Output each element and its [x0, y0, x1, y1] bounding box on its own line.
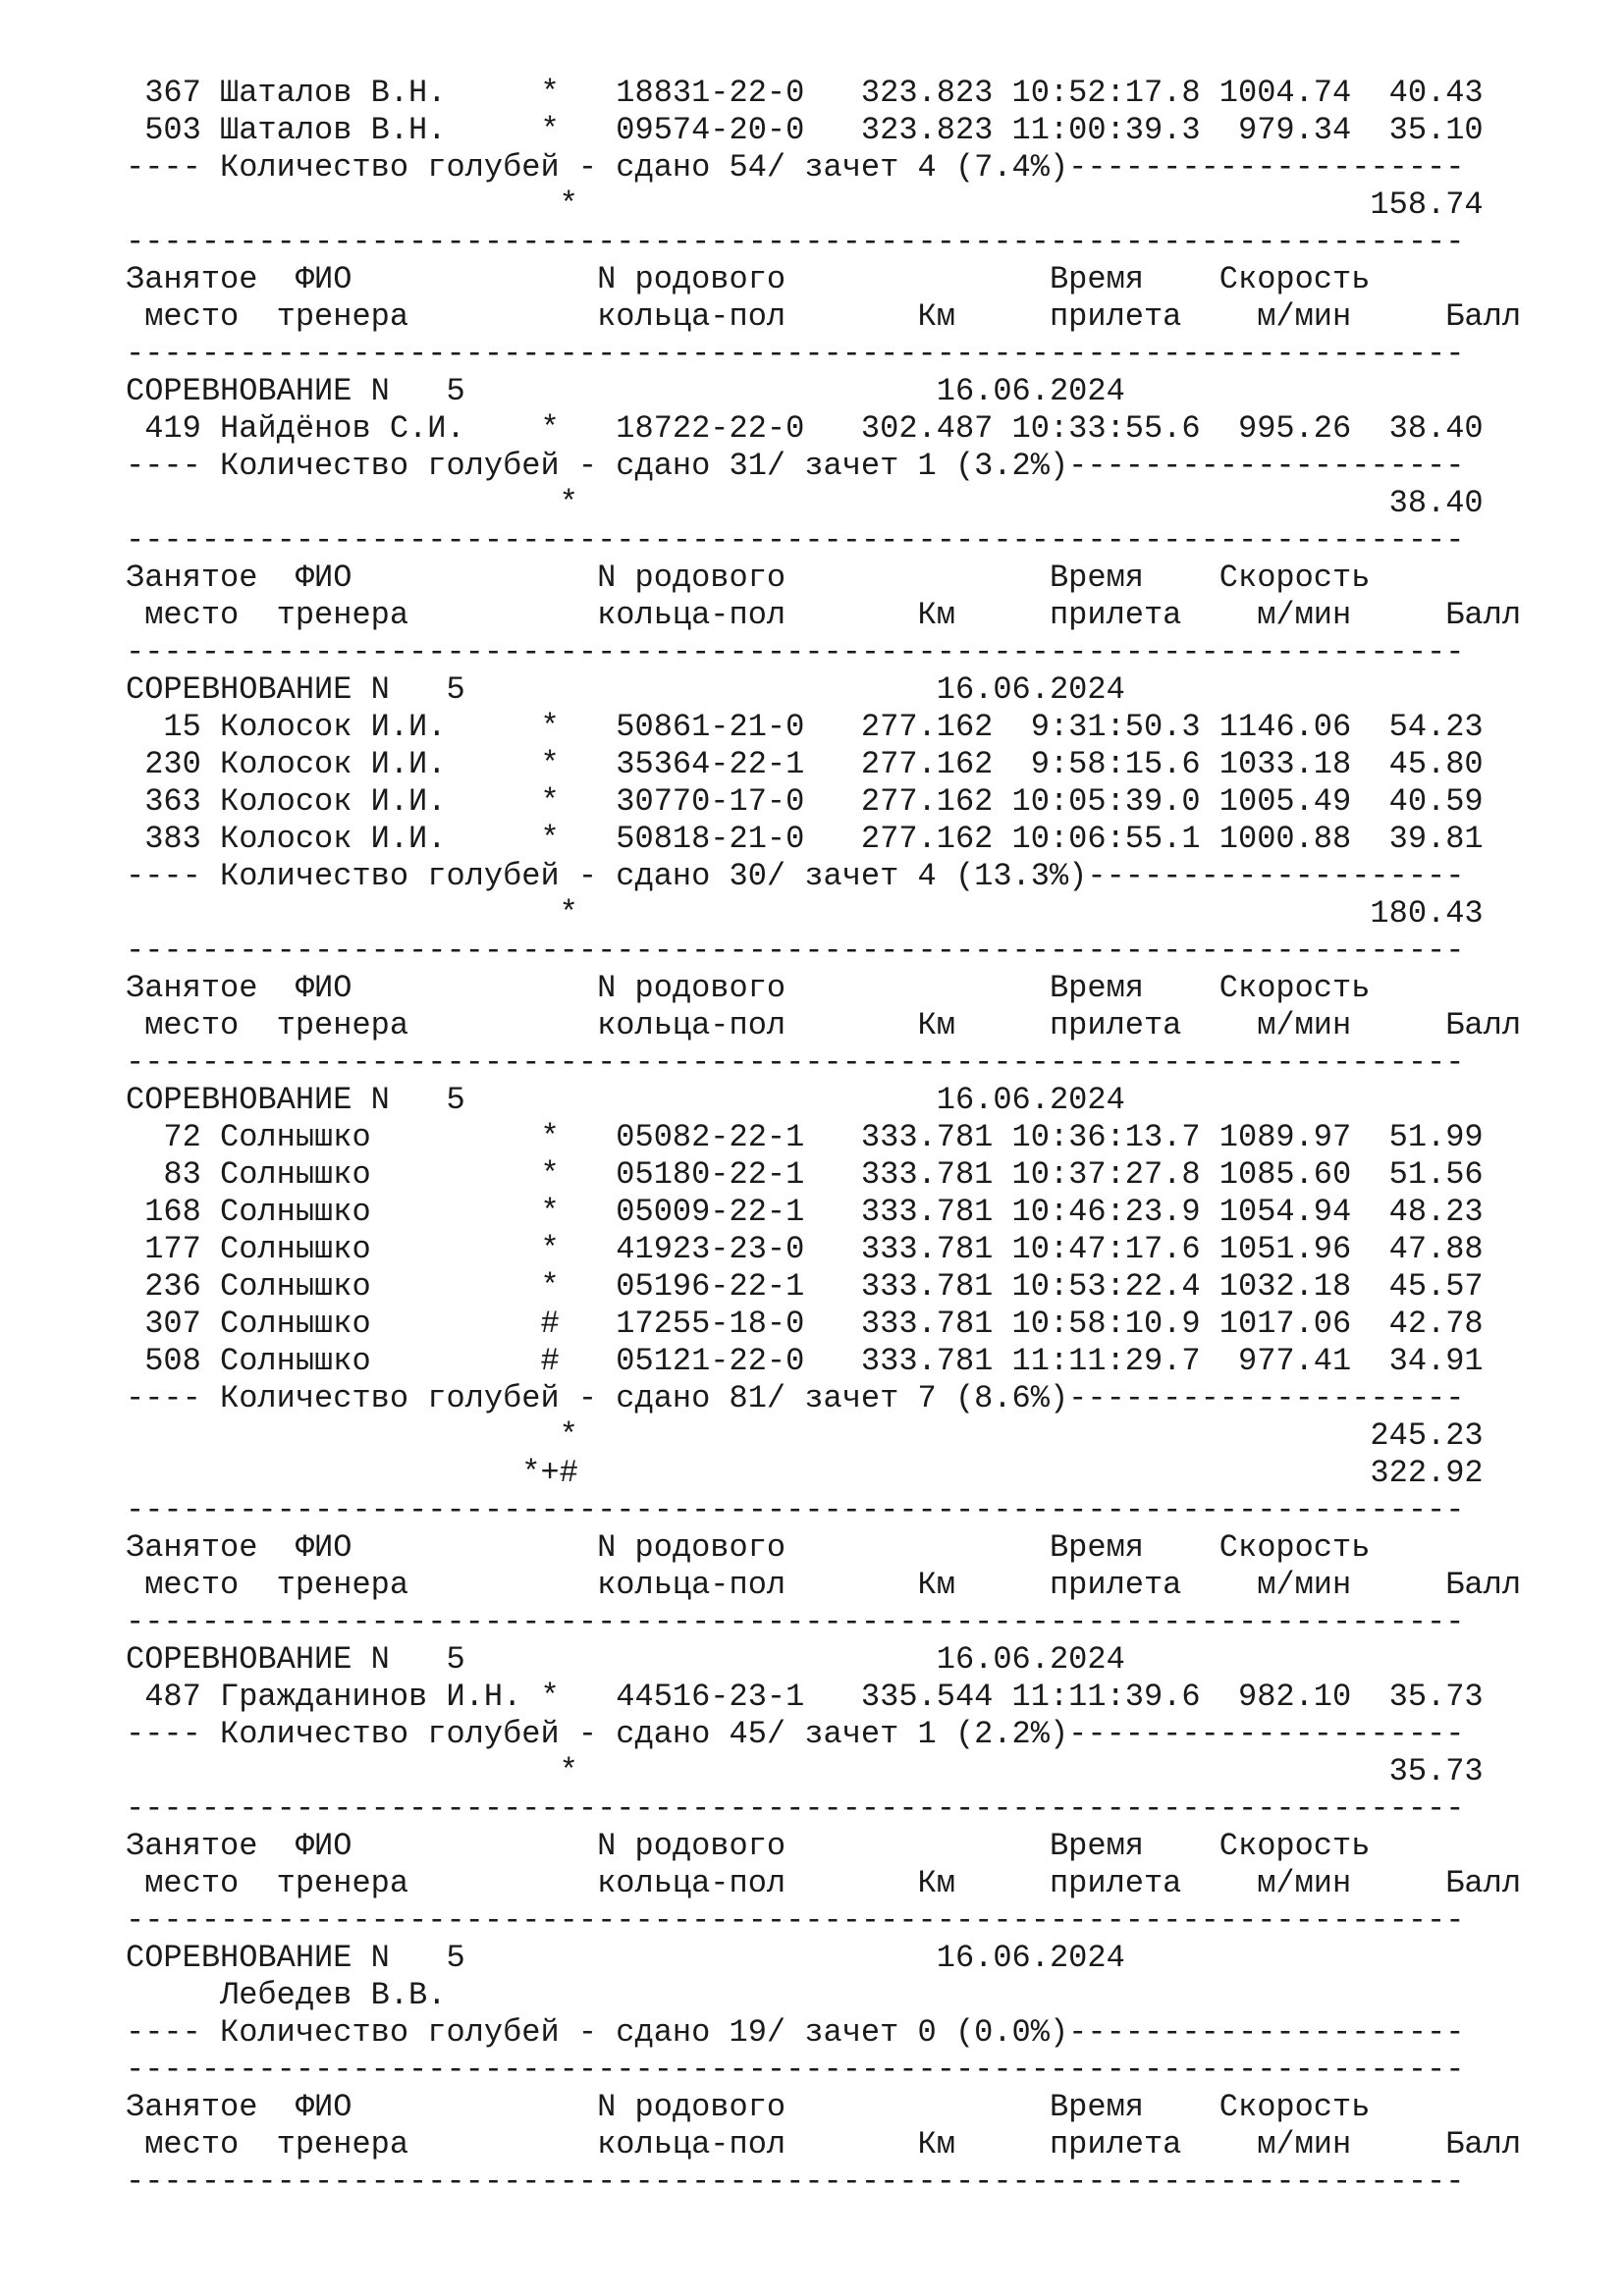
text-line: 307 Солнышко # 17255-18-0 333.781 10:58:10.9 1017.06 42.78 [126, 1306, 1484, 1342]
text-line: Занятое ФИО N родового Время Скорость [126, 970, 1371, 1006]
text-line: Занятое ФИО N родового Время Скорость [126, 560, 1371, 596]
text-line: ----------------------------------------------------------------------- [126, 2052, 1465, 2088]
text-line: ---- Количество голубей - сдано 31/ зачет 1 (3.2%)--------------------- [126, 448, 1465, 484]
text-line: ----------------------------------------------------------------------- [126, 336, 1465, 372]
text-line: ---- Количество голубей - сдано 19/ зачет 0 (0.0%)--------------------- [126, 2014, 1465, 2051]
text-line: ----------------------------------------------------------------------- [126, 1902, 1465, 1939]
text-line: ---- Количество голубей - сдано 45/ зачет 1 (2.2%)--------------------- [126, 1716, 1465, 1752]
text-line: место тренера кольца-пол Км прилета м/мин Балл [126, 597, 1522, 633]
text-line: СОРЕВНОВАНИЕ N 5 16.06.2024 [126, 1641, 1125, 1678]
text-line: 230 Колосок И.И. * 35364-22-1 277.162 9:58:15.6 1033.18 45.80 [126, 746, 1484, 782]
text-line: Занятое ФИО N родового Время Скорость [126, 261, 1371, 297]
text-line: 72 Солнышко * 05082-22-1 333.781 10:36:13.7 1089.97 51.99 [126, 1119, 1484, 1155]
text-line: ----------------------------------------------------------------------- [126, 1492, 1465, 1528]
text-line: 508 Солнышко # 05121-22-0 333.781 11:11:29.7 977.41 34.91 [126, 1343, 1484, 1379]
text-line: ---- Количество голубей - сдано 81/ зачет 7 (8.6%)--------------------- [126, 1380, 1465, 1416]
text-line: место тренера кольца-пол Км прилета м/мин Балл [126, 1567, 1522, 1603]
text-line: Занятое ФИО N родового Время Скорость [126, 2089, 1371, 2125]
text-line: ----------------------------------------------------------------------- [126, 1044, 1465, 1081]
text-line: СОРЕВНОВАНИЕ N 5 16.06.2024 [126, 1940, 1125, 1976]
text-line: 168 Солнышко * 05009-22-1 333.781 10:46:23.9 1054.94 48.23 [126, 1194, 1484, 1230]
text-line: ----------------------------------------------------------------------- [126, 1790, 1465, 1827]
text-line: 419 Найдёнов С.И. * 18722-22-0 302.487 10:33:55.6 995.26 38.40 [126, 410, 1484, 447]
text-line: ---- Количество голубей - сдано 30/ зачет 4 (13.3%)-------------------- [126, 858, 1465, 894]
text-line: * 245.23 [126, 1417, 1484, 1454]
text-line: ---- Количество голубей - сдано 54/ зачет 4 (7.4%)--------------------- [126, 149, 1465, 186]
text-line: ----------------------------------------------------------------------- [126, 634, 1465, 670]
text-line: ----------------------------------------------------------------------- [126, 1604, 1465, 1640]
text-line: 503 Шаталов В.Н. * 09574-20-0 323.823 11:00:39.3 979.34 35.10 [126, 112, 1484, 148]
text-line: место тренера кольца-пол Км прилета м/мин Балл [126, 2126, 1522, 2163]
text-line: * 180.43 [126, 895, 1484, 932]
text-line: 236 Солнышко * 05196-22-1 333.781 10:53:22.4 1032.18 45.57 [126, 1268, 1484, 1305]
text-line: *+# 322.92 [126, 1455, 1484, 1491]
text-line: СОРЕВНОВАНИЕ N 5 16.06.2024 [126, 373, 1125, 409]
text-line: СОРЕВНОВАНИЕ N 5 16.06.2024 [126, 1082, 1125, 1118]
text-line: 383 Колосок И.И. * 50818-21-0 277.162 10:06:55.1 1000.88 39.81 [126, 821, 1484, 857]
text-line: Занятое ФИО N родового Время Скорость [126, 1828, 1371, 1864]
text-line: СОРЕВНОВАНИЕ N 5 16.06.2024 [126, 671, 1125, 708]
text-line: * 158.74 [126, 187, 1484, 223]
text-line: * 38.40 [126, 485, 1484, 521]
text-line: место тренера кольца-пол Км прилета м/мин Балл [126, 1865, 1522, 1901]
text-line: 363 Колосок И.И. * 30770-17-0 277.162 10:05:39.0 1005.49 40.59 [126, 783, 1484, 820]
text-line: место тренера кольца-пол Км прилета м/мин Балл [126, 1007, 1522, 1043]
text-line: 177 Солнышко * 41923-23-0 333.781 10:47:17.6 1051.96 47.88 [126, 1231, 1484, 1267]
text-line: Занятое ФИО N родового Время Скорость [126, 1529, 1371, 1566]
text-line: место тренера кольца-пол Км прилета м/мин Балл [126, 298, 1522, 335]
text-line: ----------------------------------------------------------------------- [126, 933, 1465, 969]
text-line: ----------------------------------------------------------------------- [126, 224, 1465, 260]
text-line: ----------------------------------------------------------------------- [126, 2163, 1465, 2200]
text-line: 15 Колосок И.И. * 50861-21-0 277.162 9:31:50.3 1146.06 54.23 [126, 709, 1484, 745]
text-line: * 35.73 [126, 1753, 1484, 1789]
text-line: 367 Шаталов В.Н. * 18831-22-0 323.823 10:52:17.8 1004.74 40.43 [126, 75, 1484, 111]
text-line: ----------------------------------------------------------------------- [126, 522, 1465, 559]
text-line: 83 Солнышко * 05180-22-1 333.781 10:37:27.8 1085.60 51.56 [126, 1156, 1484, 1193]
text-line: 487 Гражданинов И.Н. * 44516-23-1 335.544 11:11:39.6 982.10 35.73 [126, 1679, 1484, 1715]
results-document [126, 75, 1559, 2201]
text-line: Лебедев В.В. [126, 1977, 447, 2013]
